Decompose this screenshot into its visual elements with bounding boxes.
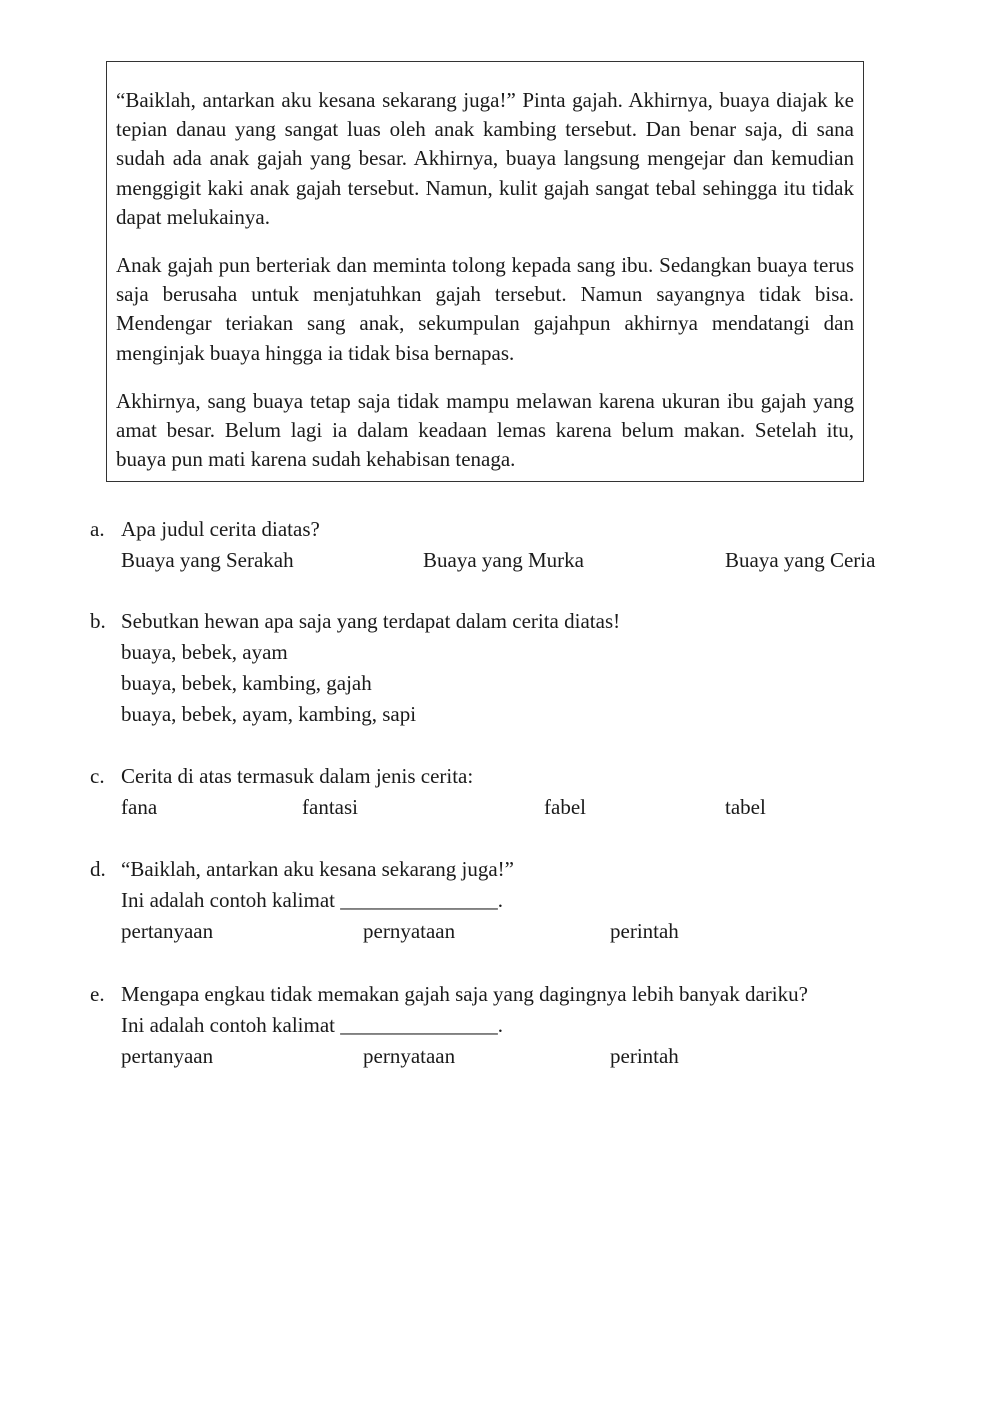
question-e-options (121, 1041, 961, 1072)
question-b (90, 606, 950, 726)
question-d-text: “Baiklah, antarkan aku kesana sekarang juga!” (121, 857, 514, 881)
question-c (90, 761, 950, 819)
question-c-label: c. (90, 764, 105, 788)
story-passage-box (106, 61, 864, 482)
question-e (90, 979, 950, 1068)
option-e-1[interactable]: pertanyaan (121, 1044, 214, 1068)
story-paragraph-1: “Baiklah, antarkan aku kesana sekarang juga!” Pinta gajah. Akhirnya, buaya diajak ke tepian danau yang sangat luas oleh anak kambing tersebut. Dan benar saja, di sana sudah ada anak gajah yang besar. Akhirnya, buaya langsung mengejar dan kemudian menggigit kaki anak gajah tersebut. Namun, kulit gajah sangat tebal sehingga itu tidak dapat melukainya. (116, 88, 854, 229)
question-b-text: Sebutkan hewan apa saja yang terdapat dalam cerita diatas! (121, 609, 621, 633)
option-e-3[interactable]: perintah (610, 1044, 679, 1068)
option-e-2[interactable]: pernyataan (363, 1044, 456, 1068)
question-a (90, 514, 950, 572)
question-d-prompt: Ini adalah contoh kalimat _______________. (121, 888, 504, 912)
question-d-options (121, 916, 961, 947)
question-a-label: a. (90, 517, 105, 541)
option-b-3[interactable]: buaya, bebek, ayam, kambing, sapi (121, 702, 417, 726)
question-a-text: Apa judul cerita diatas? (121, 517, 320, 541)
question-a-options (121, 545, 961, 576)
option-a-2[interactable]: Buaya yang Murka (423, 548, 584, 572)
question-e-prompt: Ini adalah contoh kalimat _______________. (121, 1013, 504, 1037)
question-c-text: Cerita di atas termasuk dalam jenis cerita: (121, 764, 474, 788)
question-b-label: b. (90, 609, 106, 633)
question-e-text: Mengapa engkau tidak memakan gajah saja yang dagingnya lebih banyak dariku? (121, 982, 808, 1006)
option-c-4[interactable]: tabel (725, 795, 766, 819)
option-d-3[interactable]: perintah (610, 919, 679, 943)
option-d-2[interactable]: pernyataan (363, 919, 456, 943)
option-b-1[interactable]: buaya, bebek, ayam (121, 640, 288, 664)
option-c-3[interactable]: fabel (544, 795, 586, 819)
option-a-1[interactable]: Buaya yang Serakah (121, 548, 294, 572)
question-c-options (121, 792, 961, 823)
option-b-2[interactable]: buaya, bebek, kambing, gajah (121, 671, 372, 695)
story-paragraph-2: Anak gajah pun berteriak dan meminta tolong kepada sang ibu. Sedangkan buaya terus saja berusaha untuk menjatuhkan gajah tersebut. Namun sayangnya tidak bisa. Mendengar teriakan sang anak, sekumpulan gajahpun akhirnya mendatangi dan menginjak buaya hingga ia tidak bisa bernapas. (116, 253, 854, 365)
option-d-1[interactable]: pertanyaan (121, 919, 214, 943)
question-d-label: d. (90, 857, 106, 881)
option-c-2[interactable]: fantasi (302, 795, 358, 819)
question-e-label: e. (90, 982, 105, 1006)
question-d (90, 854, 950, 943)
option-c-1[interactable]: fana (121, 795, 158, 819)
story-paragraph-3: Akhirnya, sang buaya tetap saja tidak mampu melawan karena ukuran ibu gajah yang amat besar. Belum lagi ia dalam keadaan lemas karena belum makan. Setelah itu, buaya pun mati karena sudah kehabisan tenaga. (116, 388, 854, 472)
option-a-3[interactable]: Buaya yang Ceria (725, 548, 876, 572)
